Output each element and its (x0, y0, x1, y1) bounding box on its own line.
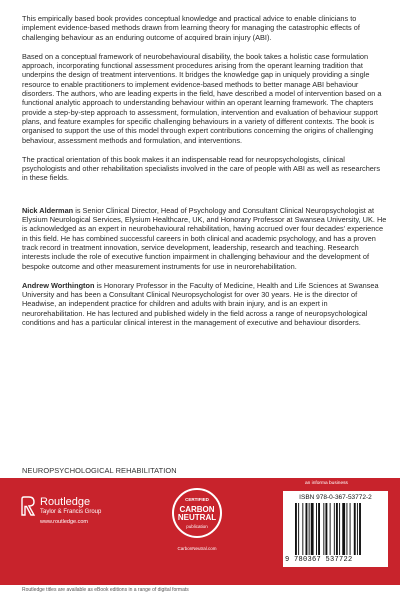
author-name-2: Andrew Worthington (22, 280, 95, 290)
publisher-name: Routledge (40, 496, 91, 508)
author-name-1: Nick Alderman (22, 205, 74, 215)
author-text-1: is Senior Clinical Director, Head of Psychology and Consultant Clinical Neuropsychologist at Elysium Neurological Services, Elysium Healthcare, UK, and Honorary Professor at Swansea University, UK. He is acknowledged as an expert in neurobehavioural rehabilitation, having accrued over four decades' experience in this field. He has combined successful careers in both clinical and academic psychology, and has a proven track record in treatment innovation, service development, leadership, research and teaching. Research interests include the role of executive function impairment in challenging behaviour and the development of bespoke outcome and other measurement instruments for use in neurorehabilitation. (22, 205, 387, 271)
description-block (22, 14, 387, 327)
author-bio-1 (22, 206, 387, 271)
barcode-digits: 9 780367 537722 (285, 556, 353, 564)
description-paragraph-1: This empirically based book provides conceptual knowledge and practical advice to enable clinicians to implement evidence-based methods drawn from learning theory for managing the catastrophic effects of challenging behaviour as an enduring outcome of acquired brain injury (ABI). (22, 14, 360, 42)
routledge-mark-icon (20, 495, 36, 517)
carbon-publication: publication (186, 524, 208, 529)
ebook-note: Routledge titles are available as eBook editions in a range of digital formats (22, 587, 189, 593)
author-bio-2 (22, 281, 387, 327)
series-title: NEUROPSYCHOLOGICAL REHABILITATION (22, 466, 177, 475)
isbn-label: ISBN 978-0-367-53772-2 (299, 494, 372, 501)
publisher-url: www.routledge.com (40, 519, 88, 525)
carbon-certified: CERTIFIED (185, 497, 209, 502)
carbon-main-label (160, 506, 234, 522)
carbon-url: CarbonNeutral.com (177, 546, 217, 551)
description-paragraph-2: Based on a conceptual framework of neurobehavioural disability, the book takes a holistic case formulation approach, incorporating functional assessment procedures arising from the operant learning tradition that underpins the design of treatment interventions. It bridges the knowledge gap in uniquely providing a single resource to enable practitioners to implement evidence-based methods to better manage ABI behaviour disorders. The authors, who are leading experts in the field, have described a model of intervention based on a functional analytic approach to understanding behaviour within an operant learning framework. The chapters provide a step-by-step approach to assessment, formulation, intervention and evaluation of behaviour support plans, and feature examples for specific challenging behaviours in a variety of different contexts. The book is organised to support the use of this model through expert contributions concerning the origins of challenging behaviour, assessment methods and formulation, and interventions. (22, 51, 382, 145)
author-text-2: is Honorary Professor in the Faculty of Medicine, Health and Life Sciences at Swansea University and has been a Consultant Clinical Neuropsychologist for over 30 years. He is the director of Headwise, an independent practice for children and adults with brain injury, and is an expert in neurorehabilitation. He has lectured and published widely in the field across a range of neuropsychological conditions and has a particular clinical interest in the management of executive and behaviour disorders. (22, 280, 379, 328)
informa-tagline: an informa business (305, 481, 348, 486)
carbon-word: CARBON (179, 505, 215, 514)
neutral-word: NEUTRAL (177, 513, 217, 522)
routledge-logo (20, 495, 140, 535)
carbon-neutral-badge (160, 488, 240, 578)
description-paragraph-3: The practical orientation of this book makes it an indispensable read for neuropsychologists, clinical psychologists and other rehabilitation specialists involved in the care of people with ABI as well as researchers in these fields. (22, 154, 380, 183)
barcode-icon (295, 503, 379, 555)
barcode-panel (283, 491, 388, 567)
publisher-group: Taylor & Francis Group (40, 509, 102, 515)
